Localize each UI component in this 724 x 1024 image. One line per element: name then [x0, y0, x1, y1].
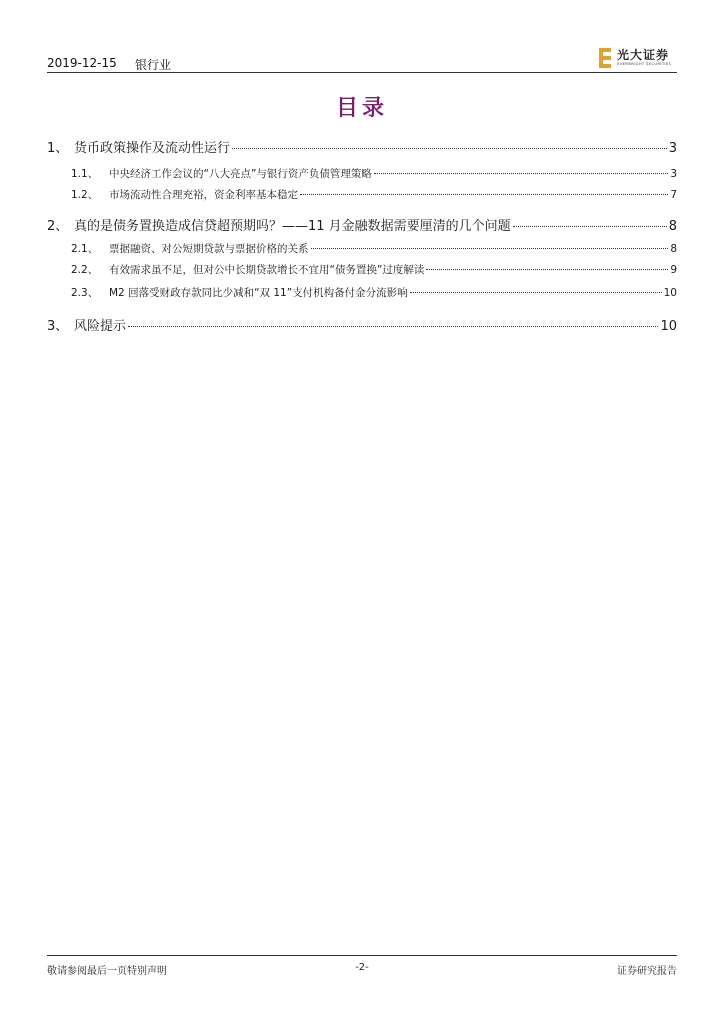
toc-dot-leader	[374, 173, 668, 174]
toc-dot-leader	[232, 148, 667, 149]
toc-entry-number: 2.1、	[71, 243, 99, 255]
toc-entry-title: 中央经济工作会议的“八大亮点”与银行资产负债管理策略	[109, 168, 372, 180]
report-date: 2019-12-15	[47, 56, 117, 70]
toc-entry[interactable]	[47, 137, 677, 156]
toc-entry[interactable]	[47, 315, 677, 334]
toc-entry[interactable]	[47, 241, 677, 256]
toc-dot-leader	[410, 292, 662, 293]
everbright-logo	[599, 46, 677, 70]
toc-entry-page: 10	[660, 319, 677, 334]
toc-entry-number: 2.2、	[71, 264, 99, 276]
toc-entry-number: 2.3、	[71, 287, 99, 299]
toc-entry[interactable]	[47, 166, 677, 181]
toc-title: 目录	[335, 95, 388, 121]
toc-dot-leader	[426, 269, 668, 270]
toc-entry-title: 风险提示	[74, 319, 127, 334]
footer-disclaimer: 敬请参阅最后一页特别声明	[47, 966, 167, 977]
toc-entry-page: 10	[663, 287, 677, 299]
toc-entry-title: M2 回落受财政存款同比少减和“双 11”支付机构备付金分流影响	[109, 287, 408, 299]
toc-dot-leader	[128, 326, 658, 327]
toc-entry-page: 7	[670, 189, 677, 201]
logo-mark-icon	[599, 48, 613, 68]
footer-divider	[47, 955, 677, 956]
toc-entry-page: 9	[670, 264, 677, 276]
toc-entry-title: 有效需求虽不足，但对公中长期贷款增长不宜用“债务置换”过度解读	[109, 264, 425, 276]
toc-entry-number: 1.2、	[71, 189, 99, 201]
toc-entry-title: 真的是债务置换造成信贷超预期吗？——11 月金融数据需要厘清的几个问题	[74, 219, 511, 234]
toc-entry[interactable]	[47, 187, 677, 202]
toc-entry[interactable]	[47, 262, 677, 277]
toc-entry-number: 2、	[47, 219, 69, 234]
header-divider	[47, 72, 677, 73]
toc-entry-title: 票据融资、对公短期贷款与票据价格的关系	[109, 243, 309, 255]
toc-entry-page: 8	[670, 243, 677, 255]
page-number: -2-	[355, 962, 369, 973]
report-type: 证券研究报告	[617, 966, 677, 977]
toc-entry-page: 3	[668, 141, 677, 156]
toc-entry-page: 8	[668, 219, 677, 234]
toc-entry[interactable]	[47, 285, 677, 300]
toc-entry-number: 1、	[47, 141, 69, 156]
page-header	[47, 44, 677, 74]
toc-entry-number: 3、	[47, 319, 69, 334]
logo-english-name: EVERBRIGHT SECURITIES	[617, 61, 672, 66]
toc-entry-number: 1.1、	[71, 168, 99, 180]
toc-dot-leader	[300, 194, 668, 195]
toc-entry-title: 市场流动性合理充裕，资金利率基本稳定	[109, 189, 298, 201]
toc-dot-leader	[311, 248, 669, 249]
toc-dot-leader	[513, 226, 667, 227]
report-sector: 银行业	[135, 58, 172, 72]
logo-chinese-name: 光大证券	[617, 48, 670, 62]
toc-entry[interactable]	[47, 215, 677, 234]
page-footer	[47, 955, 677, 979]
toc-entry-page: 3	[670, 168, 677, 180]
toc-entry-title: 货币政策操作及流动性运行	[74, 141, 231, 156]
